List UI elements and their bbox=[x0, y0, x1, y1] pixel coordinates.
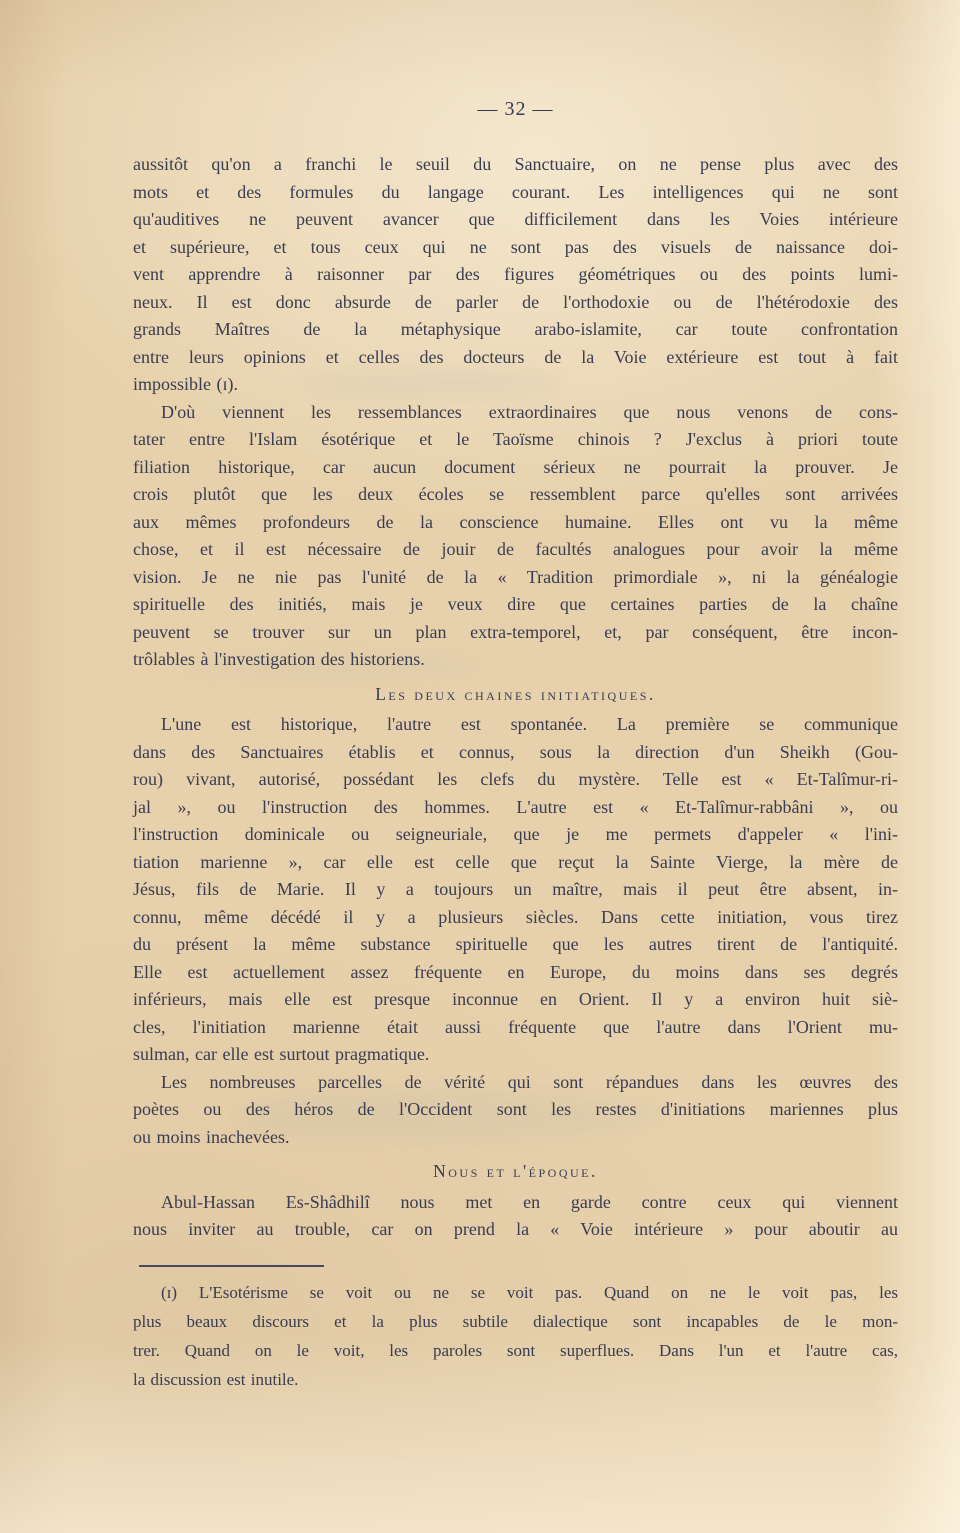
text-line: ou moins inachevées. bbox=[133, 1126, 290, 1147]
text-line: Jésus, fils de Marie. Il y a toujours un maître, mais il peut être absent, in- bbox=[133, 879, 898, 899]
text-line: trôlables à l'investigation des historiens. bbox=[133, 649, 425, 669]
text-line: inférieurs, mais elle est presque inconnue en Orient. Il y a environ huit siè- bbox=[133, 989, 898, 1009]
text-line: nous inviter au trouble, car on prend la « Voie intérieure » pour aboutir au bbox=[133, 1219, 898, 1239]
text-line: spirituelle des initiés, mais je veux dire que certaines parties de la chaîne bbox=[133, 594, 898, 614]
section-heading: Les deux chaines initiatiques. bbox=[375, 683, 656, 704]
text-line: peuvent se trouver sur un plan extra-temporel, et, par conséquent, être incon- bbox=[133, 621, 898, 642]
text-line: l'instruction dominicale ou seigneuriale, que je me permets d'appeler « l'ini- bbox=[133, 824, 898, 844]
text-line: grands Maîtres de la métaphysique arabo-islamite, car toute confrontation bbox=[133, 319, 898, 339]
text-line: connu, même décédé il y a plusieurs siècles. Dans cette initiation, vous tirez bbox=[133, 906, 898, 927]
text-line: aux mêmes profondeurs de la conscience humaine. Elles ont vu la même bbox=[133, 511, 898, 532]
paragraph bbox=[133, 151, 898, 399]
text-line: tiation marienne », car elle est celle que reçut la Sainte Vierge, la mère de bbox=[133, 851, 898, 872]
text-line: Elle est actuellement assez fréquente en Europe, du moins dans ses degrés bbox=[133, 961, 898, 982]
text-line: dans des Sanctuaires établis et connus, sous la direction d'un Sheikh (Gou- bbox=[133, 741, 898, 762]
text-block bbox=[133, 0, 898, 1394]
paragraph bbox=[133, 711, 898, 1069]
text-line: D'où viennent les ressemblances extraordinaires que nous venons de cons- bbox=[161, 401, 898, 422]
text-line: du présent la même substance spirituelle que les autres tirent de l'antiquité. bbox=[133, 934, 898, 954]
text-line: plus beaux discours et la plus subtile dialectique sont incapables de le mon- bbox=[133, 1311, 898, 1331]
text-line: rou) vivant, autorisé, possédant les clefs du mystère. Telle est « Et-Talîmur-ri- bbox=[133, 769, 898, 789]
text-line: qu'auditives ne peuvent avancer que difficilement dans les Voies intérieure bbox=[133, 209, 898, 229]
section-heading: Nous et l'époque. bbox=[433, 1161, 598, 1181]
text-line: Les nombreuses parcelles de vérité qui sont répandues dans les œuvres des bbox=[161, 1071, 898, 1092]
text-line: impossible (ɪ). bbox=[133, 374, 238, 394]
paragraph bbox=[133, 399, 898, 674]
paragraph bbox=[133, 1189, 898, 1244]
text-line: entre leurs opinions et celles des docteurs de la Voie extérieure est tout à fait bbox=[133, 346, 898, 367]
text-line: chose, et il est nécessaire de jouir de facultés analogues pour avoir la même bbox=[133, 539, 898, 559]
text-line: vent apprendre à raisonner par des figures géométriques ou des points lumi- bbox=[133, 264, 898, 284]
text-line: la discussion est inutile. bbox=[133, 1369, 299, 1389]
page-number: — 32 — bbox=[477, 98, 554, 120]
text-line: Abul-Hassan Es-Shâdhilî nous met en garde contre ceux qui viennent bbox=[161, 1191, 898, 1212]
text-line: cles, l'initiation marienne était aussi fréquente que l'autre dans l'Orient mu- bbox=[133, 1016, 898, 1037]
text-line: trer. Quand on le voit, les paroles sont superflues. Dans l'un et l'autre cas, bbox=[133, 1340, 898, 1360]
text-line: et supérieure, et tous ceux qui ne sont pas des visuels de naissance doi- bbox=[133, 236, 898, 257]
text-line: sulman, car elle est surtout pragmatique. bbox=[133, 1044, 430, 1064]
text-line: filiation historique, car aucun document sérieux ne pourrait la prouver. Je bbox=[133, 456, 898, 477]
text-line: vision. Je ne nie pas l'unité de la « Tradition primordiale », ni la généalogie bbox=[133, 566, 898, 587]
text-line: crois plutôt que les deux écoles se ressemblent parce qu'elles sont arrivées bbox=[133, 484, 898, 504]
text-line: aussitôt qu'on a franchi le seuil du Sanctuaire, on ne pense plus avec des bbox=[133, 154, 898, 174]
footnote bbox=[133, 1278, 898, 1394]
text-line: L'une est historique, l'autre est spontanée. La première se communique bbox=[161, 714, 898, 734]
paragraph bbox=[133, 1069, 898, 1152]
text-line: tater entre l'Islam ésotérique et le Taoïsme chinois ? J'exclus à priori toute bbox=[133, 429, 898, 449]
text-line: (ɪ) L'Esotérisme se voit ou ne se voit pas. Quand on ne le voit pas, les bbox=[161, 1282, 898, 1302]
text-line: neux. Il est donc absurde de parler de l'orthodoxie ou de l'hétérodoxie des bbox=[133, 291, 898, 312]
footnote-rule bbox=[139, 1265, 324, 1267]
body-text bbox=[133, 151, 898, 1244]
text-line: poètes ou des héros de l'Occident sont les restes d'initiations mariennes plus bbox=[133, 1099, 898, 1119]
text-line: mots et des formules du langage courant. Les intelligences qui ne sont bbox=[133, 181, 898, 202]
text-line: jal », ou l'instruction des hommes. L'autre est « Et-Talîmur-rabbâni », ou bbox=[133, 796, 898, 817]
